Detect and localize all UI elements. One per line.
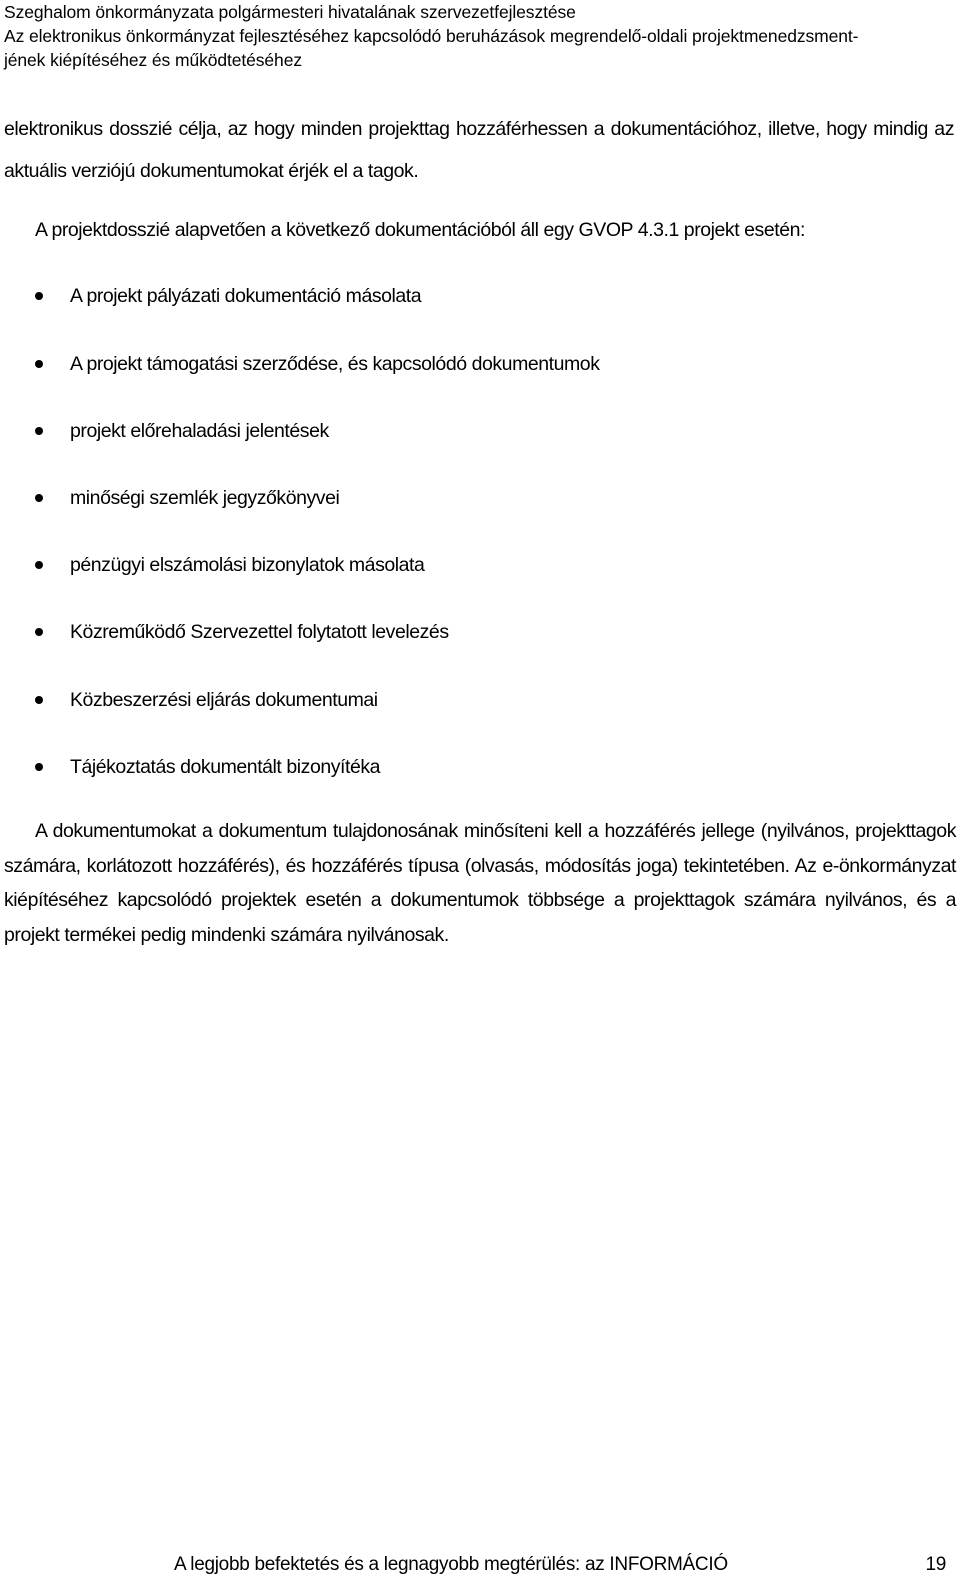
footer-slogan: A legjobb befektetés és a legnagyobb megtérülés: az INFORMÁCIÓ — [174, 1554, 728, 1575]
list-item-text: pénzügyi elszámolási bizonylatok másolata — [70, 554, 425, 576]
intro-paragraph: elektronikus dosszié célja, az hogy minden projekttag hozzáférhessen a dokumentációhoz, illetve, hogy mindig az aktuális verziójú dokumentumokat érjék el a tagok. — [4, 118, 954, 182]
bullet-icon — [35, 628, 43, 636]
list-item-text: Közreműködő Szervezettel folytatott levelezés — [70, 621, 449, 643]
bullet-icon — [35, 427, 43, 435]
page-header — [4, 0, 954, 72]
header-line-2: Az elektronikus önkormányzat fejlesztéséhez kapcsolódó beruházások megrendelő-oldali projektmenedzsment- — [4, 26, 859, 46]
list-item-text: Tájékoztatás dokumentált bizonyítéka — [70, 756, 381, 778]
header-line-3: jének kiépítéséhez és működtetéséhez — [4, 50, 302, 70]
bullet-icon — [35, 763, 43, 771]
closing-paragraph: A dokumentumokat a dokumentum tulajdonosának minősíteni kell a hozzáférés jellege (nyilvános, projekttagok számára, korlátozott hozzáférés), és hozzáférés típusa (olvasás, módosítás joga) tekintetében. Az e-önkormányzat kiépítéséhez kapcsolódó projektek esetén a dokumentumok többsége a projekttagok számára nyilvános, és a projekt termékei pedig mindenki számára nyilvánosak. — [4, 820, 956, 946]
list-item-text: A projekt pályázati dokumentáció másolata — [70, 285, 422, 307]
list-item-text: projekt előrehaladási jelentések — [70, 420, 329, 442]
bullet-icon — [35, 494, 43, 502]
page-number: 19 — [925, 1554, 946, 1575]
bullet-icon — [35, 360, 43, 368]
list-item-text: minőségi szemlék jegyzőkönyvei — [70, 487, 340, 509]
list-item-text: Közbeszerzési eljárás dokumentumai — [70, 689, 378, 711]
bullet-icon — [35, 292, 43, 300]
bullet-icon — [35, 561, 43, 569]
list-item-text: A projekt támogatási szerződése, és kapcsolódó dokumentumok — [70, 353, 600, 375]
bullet-icon — [35, 696, 43, 704]
header-line-1: Szeghalom önkormányzata polgármesteri hivatalának szervezetfejlesztése — [4, 2, 576, 22]
lead-sentence: A projektdosszié alapvetően a következő dokumentációból áll egy GVOP 4.3.1 projekt esetén: — [35, 219, 805, 241]
